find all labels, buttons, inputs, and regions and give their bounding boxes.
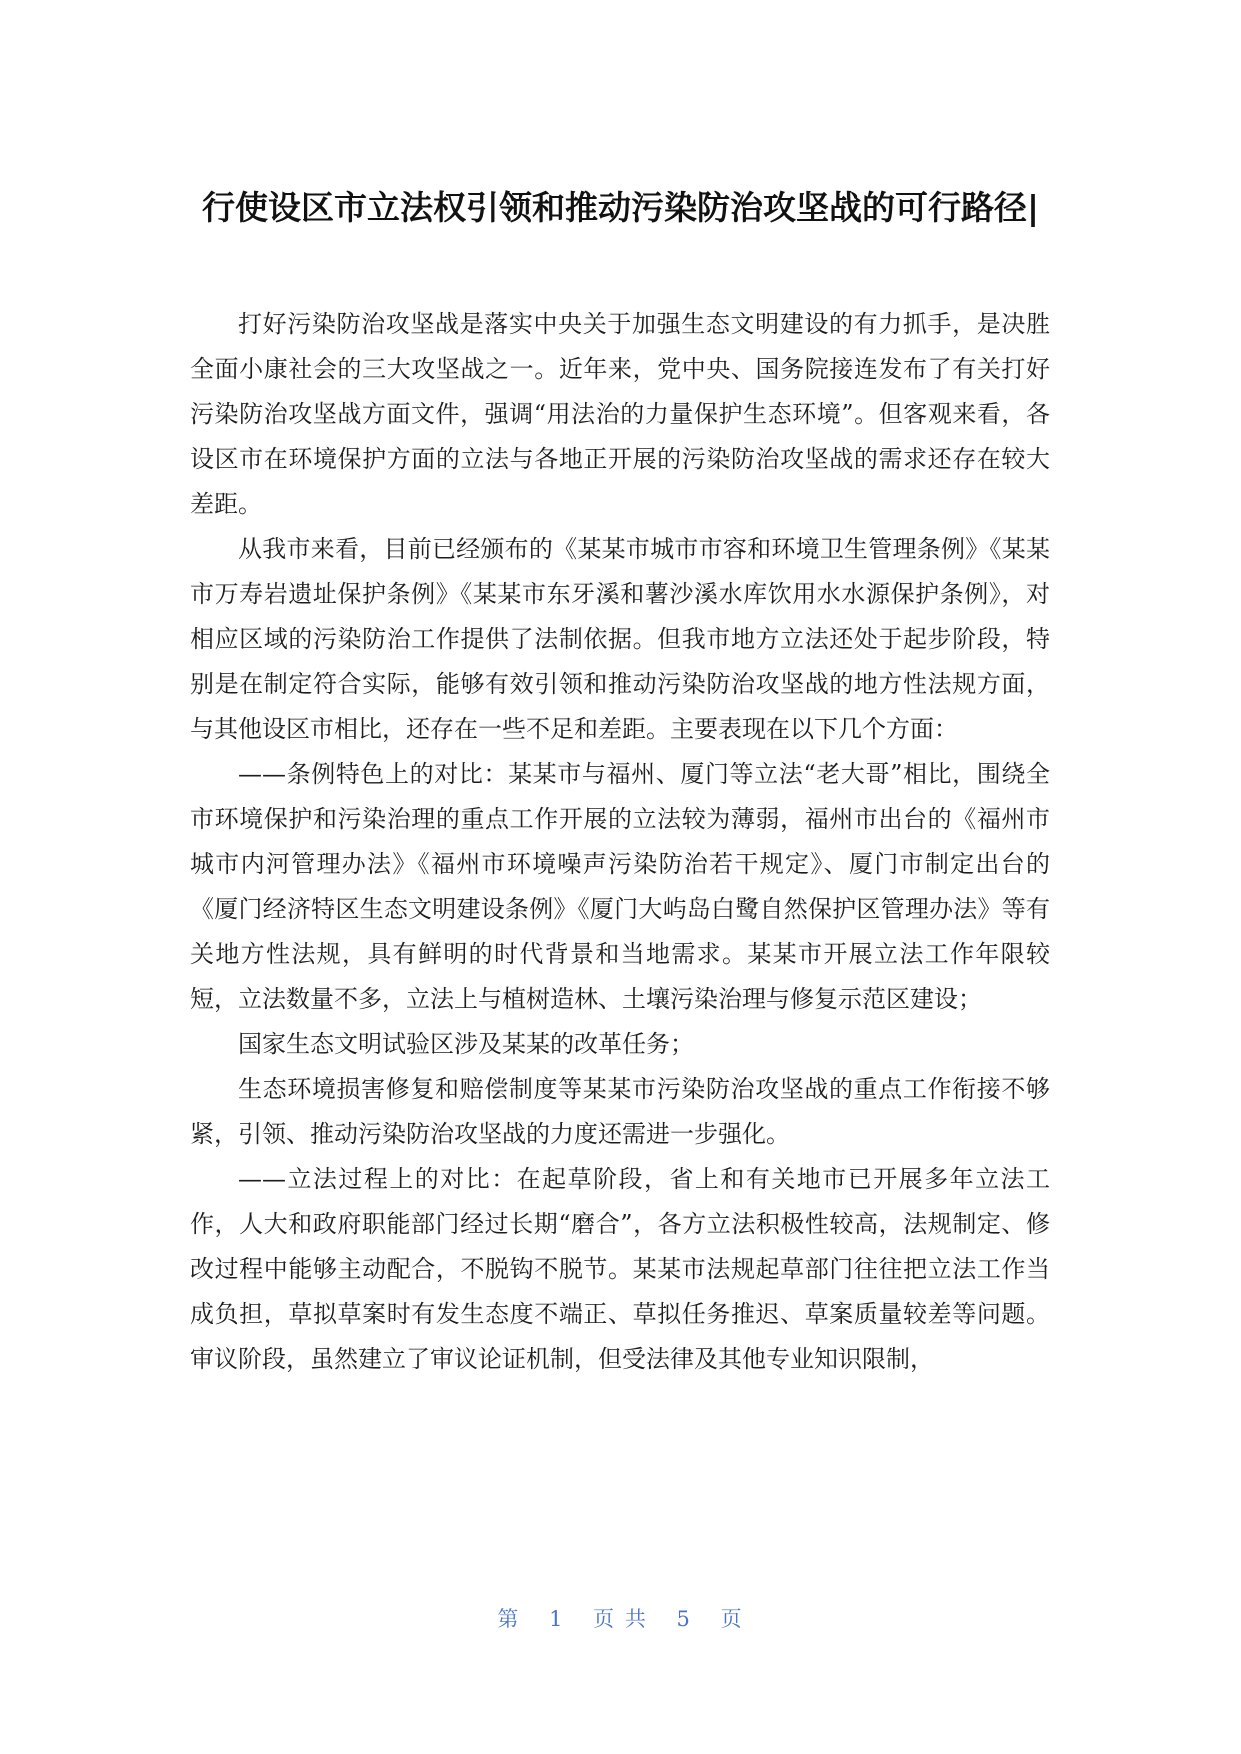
page-title: 行使设区市立法权引领和推动污染防治攻坚战的可行路径|: [201, 188, 1040, 227]
paragraph: 生态环境损害修复和赔偿制度等某某市污染防治攻坚战的重点工作衔接不够紧，引领、推动污染防治攻坚战的力度还需进一步强化。: [190, 1075, 1050, 1148]
document-body: [190, 302, 1050, 1382]
page-label-prefix: 第: [497, 1607, 521, 1631]
paragraph: ——条例特色上的对比：某某市与福州、厦门等立法“老大哥”相比，围绕全市环境保护和污染治理的重点工作开展的立法较为薄弱，福州市出台的《福州市城市内河管理办法》《福州市环境噪声污染防治若干规定》、厦门市制定出台的《厦门经济特区生态文明建设条例》《厦门大屿岛白鹭自然保护区管理办法》等有关地方性法规，具有鲜明的时代背景和当地需求。某某市开展立法工作年限较短，立法数量不多，立法上与植树造林、土壤污染治理与修复示范区建设；: [190, 760, 1050, 1013]
page-number-footer: [0, 1604, 1241, 1634]
page-label-middle: 页 共: [593, 1607, 648, 1631]
paragraph: ——立法过程上的对比：在起草阶段，省上和有关地市已开展多年立法工作，人大和政府职能部门经过长期“磨合”，各方立法积极性较高，法规制定、修改过程中能够主动配合，不脱钩不脱节。某某市法规起草部门往往把立法工作当成负担，草拟草案时有发生态度不端正、草拟任务推迟、草案质量较差等问题。审议阶段，虽然建立了审议论证机制，但受法律及其他专业知识限制，: [190, 1165, 1050, 1373]
paragraph: 国家生态文明试验区涉及某某的改革任务；: [238, 1030, 694, 1058]
current-page-number: 1: [549, 1607, 565, 1631]
total-page-number: 5: [676, 1607, 692, 1631]
paragraph: 从我市来看，目前已经颁布的《某某市城市市容和环境卫生管理条例》《某某市万寿岩遗址保护条例》《某某市东牙溪和薯沙溪水库饮用水水源保护条例》，对相应区域的污染防治工作提供了法制依据。但我市地方立法还处于起步阶段，特别是在制定符合实际，能够有效引领和推动污染防治攻坚战的地方性法规方面，与其他设区市相比，还存在一些不足和差距。主要表现在以下几个方面：: [190, 535, 1050, 743]
page-label-suffix: 页: [720, 1607, 744, 1631]
paragraph: 打好污染防治攻坚战是落实中央关于加强生态文明建设的有力抓手，是决胜全面小康社会的三大攻坚战之一。近年来，党中央、国务院接连发布了有关打好污染防治攻坚战方面文件，强调“用法治的力量保护生态环境”。但客观来看，各设区市在环境保护方面的立法与各地正开展的污染防治攻坚战的需求还存在较大差距。: [190, 310, 1050, 518]
